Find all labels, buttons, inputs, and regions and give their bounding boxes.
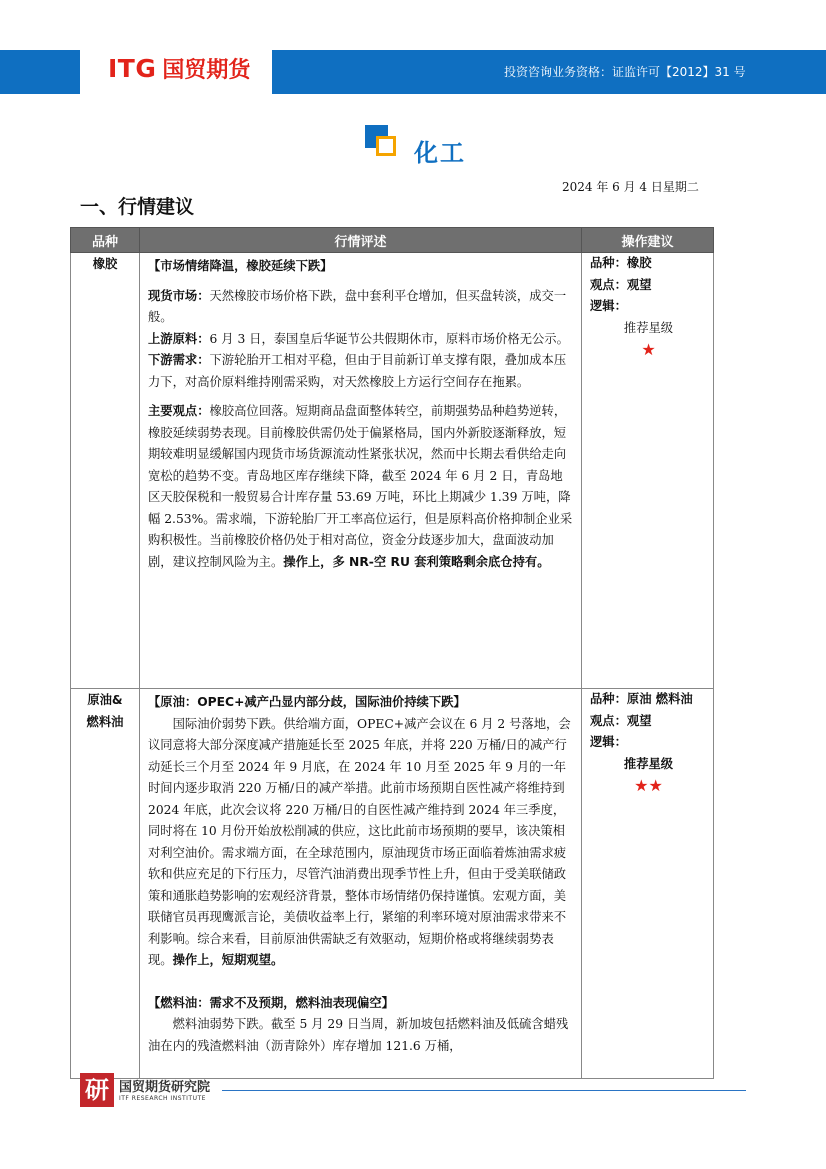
advice-oil [582,689,714,1079]
company-logo [108,54,250,82]
footer-divider [222,1090,746,1091]
column-header-commentary: 行情评述 [140,228,582,253]
page-heading: 一、行情建议 [80,196,195,218]
footer-institute-name: 国贸期货研究院 [119,1080,211,1095]
header-bar-left [0,50,80,94]
rubber-spot-paragraph: 现货市场：天然橡胶市场价格下跌，盘中套利平仓增加，但买盘转淡，成交一般。 [148,288,567,324]
footer-institute-name-en: ITF RESEARCH INSTITUTE [119,1095,206,1102]
report-date: 2024 年 6 月 4 日星期二 [562,180,699,194]
rubber-title: 【市场情绪降温，橡胶延续下跌】 [148,259,333,273]
table-header-row [71,228,714,253]
fuel-paragraph: 燃料油弱势下跌。截至 5 月 29 日当周，新加坡包括燃料油及低硫含蜡残油在内的残渣燃料油（沥青除外）库存增加 121.6 万桶， [148,1017,569,1053]
rubber-upstream-paragraph: 上游原料：6 月 3 日，泰国皇后华诞节公共假期休市，原料市场价格无公示。 [148,331,569,346]
fuel-title: 【燃料油：需求不及预期，燃料油表现偏空】 [148,995,394,1010]
column-header-advice: 操作建议 [582,228,714,253]
rubber-demand-paragraph: 下游需求：下游轮胎开工相对平稳，但由于目前新订单支撑有限，叠加成本压力下，对高价原料维持刚需采购，对天然橡胶上方运行空间存在拖累。 [148,353,567,389]
advice-rubber-rating-label: 推荐星级 [623,320,674,335]
advice-rubber-logic: 逻辑： [590,299,627,313]
recommendation-table [70,227,714,1079]
advice-rubber-variety: 品种：橡胶 [590,256,652,270]
column-header-variety: 品种 [71,228,140,253]
logo-itg-text: ITG [108,53,157,83]
section-square-icon [365,125,399,159]
variety-rubber: 橡胶 [71,253,140,689]
crude-title: 【原油：OPEC+减产凸显内部分歧，国际油价持续下跌】 [148,695,466,709]
table-row-rubber [71,253,714,689]
crude-paragraph: 国际油价弱势下跌。供给端方面，OPEC+减产会议在 6 月 2 号落地，会议同意将大部分深度减产措施延长至 2025 年底，并将 220 万桶/日的减产行动延长三个月至 2024 年 9 月底，在 2024 年 10 月至 2025 年 9 月的一年时间内逐步取消 220 万桶/日的减产举措。此前市场预期自医性减产将维持到 2024 年底，此次会议将 220 万桶/日的自医性减产维持到 2024 年三季度，同时将在 10 月份开始放松削减的供应，这比此前市场预期的要早，该决策相对利空油价。需求端方面，在全球范围内，原油现货市场正面临着炼油需求疲软和供应充足的下行压力，尽管汽油消费出现季节性上升，但由于受美联储政策和通胀趋势影响的宏观经济背景，整体市场情绪仍保持谨慎。宏观方面，美联储官员再现鹰派言论，美债收益率上行，紧缩的利率环境对原油需求带来不利影响。综合来看，目前原油供需缺乏有效驱动，短期价格或将继续弱势表现。操作上，短期观望。 [148,716,571,967]
advice-oil-rating-label: 推荐星级 [623,756,674,771]
variety-oil-line1: 原油& [87,693,123,707]
advice-rubber-view: 观点：观望 [590,277,652,292]
advice-oil-logic: 逻辑： [590,735,627,749]
license-text: 投资咨询业务资格：证监许可【2012】31 号 [504,65,746,79]
advice-oil-view: 观点：观望 [590,713,652,728]
advice-oil-star-icon: ★★ [634,776,663,795]
variety-oil [71,689,140,1079]
research-institute-logo-icon: 研 [80,1073,114,1107]
section-title: 化工 [414,139,466,167]
table-row-oil [71,689,714,1079]
rubber-view-paragraph: 主要观点：橡胶高位回落。短期商品盘面整体转空，前期强势品种趋势逆转，橡胶延续弱势表现。目前橡胶供需仍处于偏紧格局，国内外新胶逐渐释放，短期较难明显缓解国内现货市场货源流动性紧张状况，然而中长期去看供给走向宽松的趋势不变。青岛地区库存继续下降，截至 2024 年 6 月 2 日，青岛地区天胶保税和一般贸易合计库存量 53.69 万吨，环比上期减少 1.39 万吨，降幅 2.53%。需求端，下游轮胎厂开工率高位运行，但是原料高价格抑制企业采购积极性。当前橡胶价格仍处于相对高位，资金分歧逐步加大，盘面波动加剧，建议控制风险为主。操作上，多 NR-空 RU 套利策略剩余底仓持有。 [148,404,573,569]
advice-rubber-star-icon: ★ [641,340,656,359]
commentary-rubber [140,253,582,689]
advice-rubber [582,253,714,689]
variety-oil-line2: 燃料油 [86,714,124,729]
commentary-oil [140,689,582,1079]
logo-cn-text: 国贸期货 [162,57,251,83]
advice-oil-variety: 品种：原油 燃料油 [590,692,693,706]
